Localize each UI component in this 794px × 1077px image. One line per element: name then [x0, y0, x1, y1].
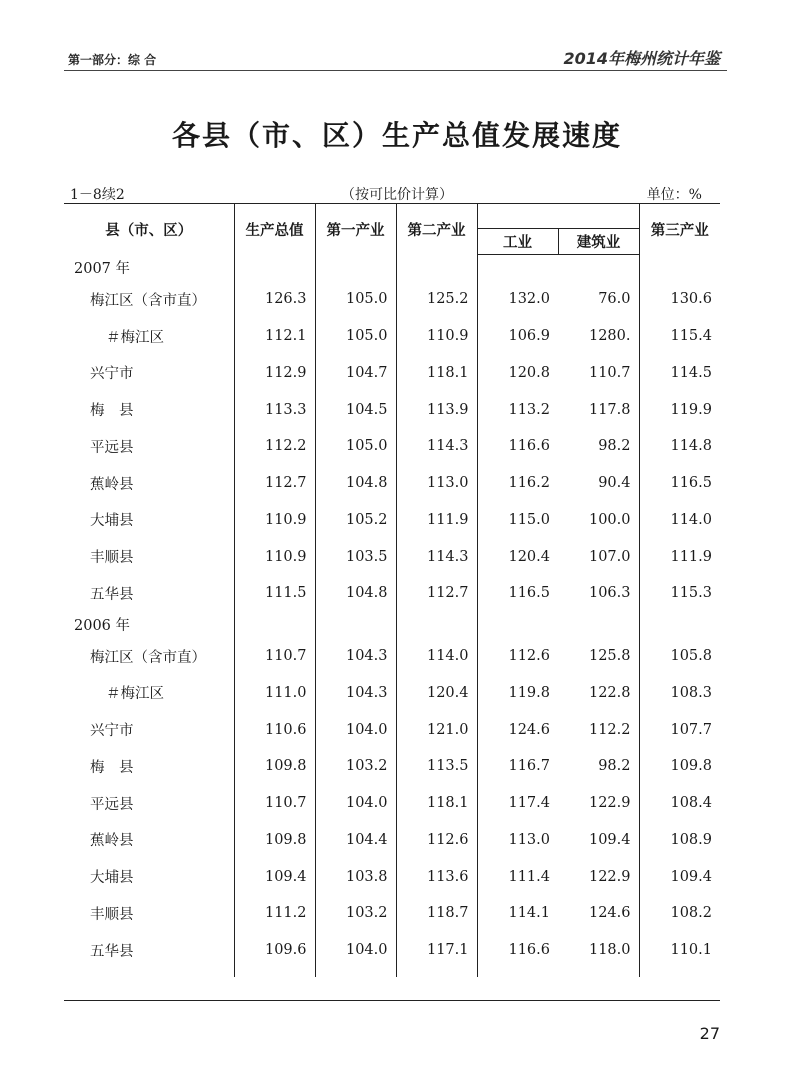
value-tertiary: 111.9 [639, 538, 720, 575]
value-construction: 76.0 [598, 291, 631, 308]
value-construction: 106.3 [588, 585, 631, 602]
value-secondary: 110.9 [396, 318, 477, 355]
value-industry: 115.0 [477, 502, 558, 539]
value-primary: 103.2 [315, 748, 396, 785]
value-tertiary: 115.3 [639, 575, 720, 612]
table-code: 1－8续2 [70, 187, 125, 203]
header-divider [64, 70, 727, 71]
value-secondary: 118.1 [396, 355, 477, 392]
value-tertiary: 116.5 [639, 465, 720, 502]
region-name: 兴宁市 [90, 723, 134, 740]
value-primary: 104.3 [315, 638, 396, 675]
value-primary: 104.0 [315, 711, 396, 748]
table-row [64, 318, 720, 355]
value-gdp: 109.8 [234, 822, 315, 859]
column-header-secondary-breakdown [477, 204, 639, 229]
growth-table [64, 203, 720, 977]
column-header-region: 县（市、区） [105, 222, 193, 239]
table-row [64, 748, 720, 785]
value-industry: 116.2 [477, 465, 558, 502]
value-construction: 110.7 [588, 364, 631, 381]
value-tertiary: 114.5 [639, 355, 720, 392]
value-primary: 105.0 [315, 318, 396, 355]
value-industry: 113.2 [477, 391, 558, 428]
region-name: 五华县 [90, 586, 134, 603]
value-gdp: 109.4 [234, 858, 315, 895]
region-name: 五华县 [90, 943, 134, 960]
region-name: 梅江区（含市直） [90, 292, 206, 309]
region-name: 大埔县 [90, 870, 134, 887]
value-primary: 105.0 [315, 428, 396, 465]
table-note: （按可比价计算） [341, 187, 453, 203]
value-industry: 117.4 [477, 785, 558, 822]
value-construction: 90.4 [598, 475, 631, 492]
value-secondary: 117.1 [396, 932, 477, 977]
region-name: ＃梅江区 [106, 686, 164, 703]
value-tertiary: 109.4 [639, 858, 720, 895]
value-gdp: 110.7 [234, 785, 315, 822]
value-industry: 120.8 [477, 355, 558, 392]
value-secondary: 114.3 [396, 538, 477, 575]
value-industry: 114.1 [477, 895, 558, 932]
value-primary: 103.8 [315, 858, 396, 895]
value-primary: 104.4 [315, 822, 396, 859]
value-gdp: 110.9 [234, 538, 315, 575]
value-tertiary: 114.8 [639, 428, 720, 465]
value-tertiary: 109.8 [639, 748, 720, 785]
value-primary: 104.3 [315, 675, 396, 712]
value-secondary: 118.1 [396, 785, 477, 822]
table-row [64, 538, 720, 575]
value-secondary: 125.2 [396, 281, 477, 318]
value-tertiary: 130.6 [639, 281, 720, 318]
table-row [64, 932, 720, 977]
value-tertiary: 105.8 [639, 638, 720, 675]
value-primary: 103.5 [315, 538, 396, 575]
value-primary: 104.0 [315, 932, 396, 977]
value-secondary: 114.3 [396, 428, 477, 465]
value-industry: 132.0 [477, 281, 558, 318]
value-gdp: 113.3 [234, 391, 315, 428]
section-header: 第一部分：综 合 [68, 53, 157, 67]
value-tertiary: 108.9 [639, 822, 720, 859]
value-gdp: 110.6 [234, 711, 315, 748]
value-secondary: 113.0 [396, 465, 477, 502]
value-secondary: 114.0 [396, 638, 477, 675]
value-primary: 105.0 [315, 281, 396, 318]
region-name: 蕉岭县 [90, 476, 134, 493]
value-gdp: 112.2 [234, 428, 315, 465]
column-header-primary: 第一产业 [315, 204, 396, 255]
value-industry: 116.7 [477, 748, 558, 785]
value-secondary: 112.6 [396, 822, 477, 859]
value-gdp: 109.6 [234, 932, 315, 977]
value-tertiary: 108.2 [639, 895, 720, 932]
year-label: 2006 年 [74, 618, 131, 635]
column-header-secondary: 第二产业 [396, 204, 477, 255]
value-gdp: 112.9 [234, 355, 315, 392]
region-name: 大埔县 [90, 513, 134, 530]
column-header-construction: 建筑业 [558, 229, 639, 255]
year-label: 2007 年 [74, 261, 131, 278]
value-industry: 106.9 [477, 318, 558, 355]
value-industry: 112.6 [477, 638, 558, 675]
table-row [64, 638, 720, 675]
year-row [64, 612, 720, 638]
page-title: 各县（市、区）生产总值发展速度 [171, 119, 622, 152]
table-row [64, 502, 720, 539]
value-construction: 122.9 [588, 868, 631, 885]
table-row [64, 711, 720, 748]
value-primary: 105.2 [315, 502, 396, 539]
value-gdp: 126.3 [234, 281, 315, 318]
value-gdp: 109.8 [234, 748, 315, 785]
value-construction: 112.2 [588, 721, 631, 738]
table-row [64, 281, 720, 318]
value-industry: 113.0 [477, 822, 558, 859]
value-industry: 116.5 [477, 575, 558, 612]
value-gdp: 110.7 [234, 638, 315, 675]
value-industry: 119.8 [477, 675, 558, 712]
table-row [64, 391, 720, 428]
value-gdp: 112.7 [234, 465, 315, 502]
value-industry: 111.4 [477, 858, 558, 895]
value-gdp: 111.2 [234, 895, 315, 932]
table-unit: 单位：% [646, 187, 702, 203]
value-primary: 104.5 [315, 391, 396, 428]
value-tertiary: 119.9 [639, 391, 720, 428]
value-construction: 107.0 [588, 548, 631, 565]
region-name: 梅江区（含市直） [90, 649, 206, 666]
value-primary: 104.7 [315, 355, 396, 392]
table-row [64, 675, 720, 712]
value-tertiary: 115.4 [639, 318, 720, 355]
value-construction: 124.6 [588, 905, 631, 922]
table-row [64, 465, 720, 502]
year-row [64, 255, 720, 282]
table-bottom-rule [64, 1000, 720, 1001]
value-construction: 117.8 [588, 401, 631, 418]
region-name: ＃梅江区 [106, 329, 164, 346]
table-row [64, 785, 720, 822]
yearbook-title: 2014年梅州统计年鉴 [563, 49, 720, 68]
region-name: 丰顺县 [90, 906, 134, 923]
value-construction: 98.2 [598, 758, 631, 775]
value-industry: 116.6 [477, 428, 558, 465]
value-tertiary: 114.0 [639, 502, 720, 539]
table-row [64, 822, 720, 859]
value-secondary: 113.5 [396, 748, 477, 785]
value-secondary: 120.4 [396, 675, 477, 712]
table-row [64, 575, 720, 612]
column-header-industry: 工业 [477, 229, 558, 255]
value-gdp: 112.1 [234, 318, 315, 355]
column-header-tertiary: 第三产业 [639, 204, 720, 255]
value-gdp: 111.0 [234, 675, 315, 712]
value-gdp: 111.5 [234, 575, 315, 612]
region-name: 平远县 [90, 796, 134, 813]
value-primary: 104.0 [315, 785, 396, 822]
page-number: 27 [699, 1024, 720, 1043]
value-tertiary: 108.3 [639, 675, 720, 712]
table-row [64, 355, 720, 392]
region-name: 兴宁市 [90, 366, 134, 383]
value-secondary: 113.9 [396, 391, 477, 428]
value-secondary: 118.7 [396, 895, 477, 932]
value-construction: 125.8 [588, 648, 631, 665]
value-secondary: 112.7 [396, 575, 477, 612]
value-primary: 103.2 [315, 895, 396, 932]
value-tertiary: 107.7 [639, 711, 720, 748]
table-row [64, 428, 720, 465]
value-construction: 118.0 [588, 942, 631, 959]
value-construction: 98.2 [598, 438, 631, 455]
region-name: 梅 县 [90, 403, 134, 420]
value-construction: 100.0 [588, 511, 631, 528]
column-header-gdp: 生产总值 [234, 204, 315, 255]
value-industry: 124.6 [477, 711, 558, 748]
value-construction: 1280. [588, 328, 631, 345]
value-secondary: 121.0 [396, 711, 477, 748]
value-secondary: 111.9 [396, 502, 477, 539]
value-secondary: 113.6 [396, 858, 477, 895]
region-name: 梅 县 [90, 759, 134, 776]
value-construction: 109.4 [588, 831, 631, 848]
value-gdp: 110.9 [234, 502, 315, 539]
value-industry: 116.6 [477, 932, 558, 977]
value-construction: 122.9 [588, 795, 631, 812]
value-primary: 104.8 [315, 465, 396, 502]
table-body [64, 255, 720, 977]
value-tertiary: 108.4 [639, 785, 720, 822]
table-row [64, 858, 720, 895]
region-name: 平远县 [90, 439, 134, 456]
value-industry: 120.4 [477, 538, 558, 575]
region-name: 丰顺县 [90, 550, 134, 567]
region-name: 蕉岭县 [90, 833, 134, 850]
value-tertiary: 110.1 [639, 932, 720, 977]
value-primary: 104.8 [315, 575, 396, 612]
value-construction: 122.8 [588, 684, 631, 701]
table-row [64, 895, 720, 932]
